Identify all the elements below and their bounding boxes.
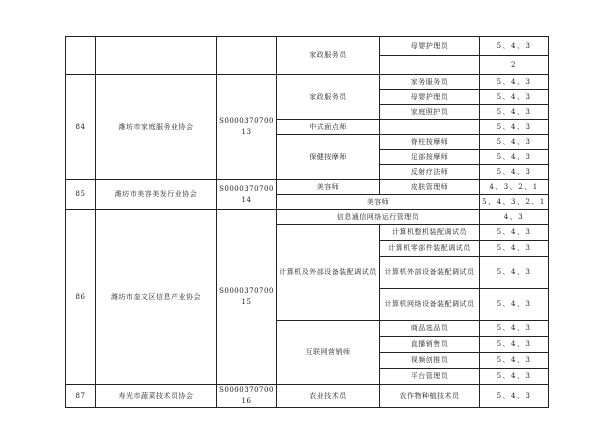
level-cell: 5、4、3 bbox=[480, 120, 549, 135]
level-cell: 5、4、3、2、1 bbox=[480, 195, 549, 210]
table-row bbox=[66, 210, 549, 225]
level-cell: 5、4、3 bbox=[480, 105, 549, 120]
work-type-cell: 平台管理员 bbox=[380, 369, 480, 385]
level-cell: 5、4、3 bbox=[480, 37, 549, 56]
seq-cell: 84 bbox=[66, 75, 96, 180]
level-cell: 5、4、3 bbox=[480, 150, 549, 165]
work-type-cell: 足部按摩师 bbox=[380, 150, 480, 165]
level-cell: 5、4、3 bbox=[480, 135, 549, 150]
occupation-cell: 家政服务员 bbox=[277, 75, 380, 120]
level-cell: 5、4、3 bbox=[480, 90, 549, 105]
occupation-cell: 保健按摩师 bbox=[277, 135, 380, 180]
work-type-cell: 反射疗法师 bbox=[380, 165, 480, 180]
work-type-cell: 家务服务员 bbox=[380, 75, 480, 90]
work-type-cell: 计算机零部件装配调试员 bbox=[380, 241, 480, 257]
work-type-cell: 农作物种植技术员 bbox=[380, 385, 480, 408]
level-cell: 4、3 bbox=[480, 210, 549, 225]
level-cell: 5、4、3 bbox=[480, 289, 549, 321]
occupation-cell: 家政服务员 bbox=[277, 37, 380, 75]
level-cell: 2 bbox=[480, 56, 549, 75]
occupation-cell: 信息通信网络运行管理员 bbox=[277, 210, 480, 225]
code-cell: S000037070016 bbox=[217, 385, 277, 408]
seq-cell: 87 bbox=[66, 385, 96, 408]
level-cell: 5、4、3 bbox=[480, 225, 549, 241]
occupation-cell: 中式面点师 bbox=[277, 120, 380, 135]
level-cell: 5、4、3 bbox=[480, 75, 549, 90]
level-cell: 5、4、3 bbox=[480, 353, 549, 369]
org-cell: 潍坊市美容美发行业协会 bbox=[96, 180, 217, 210]
level-cell: 5、4、3 bbox=[480, 337, 549, 353]
level-cell: 5、4、3 bbox=[480, 165, 549, 180]
org-cell: 潍坊市家庭服务业协会 bbox=[96, 75, 217, 180]
code-cell: S000037070014 bbox=[217, 180, 277, 210]
work-type-cell: 计算机网络设备装配调试员 bbox=[380, 289, 480, 321]
level-cell: 5、4、3 bbox=[480, 241, 549, 257]
work-type-cell: 母婴护理员 bbox=[380, 90, 480, 105]
seq-cell: 85 bbox=[66, 180, 96, 210]
work-type-cell bbox=[380, 56, 480, 75]
level-cell: 5、4、3 bbox=[480, 257, 549, 289]
work-type-cell: 皮肤管理师 bbox=[380, 180, 480, 195]
occupation-cell: 互联网营销师 bbox=[277, 321, 380, 385]
level-cell: 5、4、3 bbox=[480, 369, 549, 385]
seq-cell: 86 bbox=[66, 210, 96, 385]
work-type-cell: 脊柱按摩师 bbox=[380, 135, 480, 150]
work-type-cell: 商品选品员 bbox=[380, 321, 480, 337]
work-type-cell: 视频创推员 bbox=[380, 353, 480, 369]
certification-table bbox=[65, 36, 549, 408]
table-row bbox=[66, 37, 549, 56]
code-cell bbox=[217, 37, 277, 75]
work-type-cell: 直播销售员 bbox=[380, 337, 480, 353]
table-row bbox=[66, 180, 549, 195]
level-cell: 5、4、3 bbox=[480, 321, 549, 337]
occupation-cell: 美容师 bbox=[277, 195, 480, 210]
work-type-cell: 计算机外部设备装配调试员 bbox=[380, 257, 480, 289]
occupation-cell: 农业技术员 bbox=[277, 385, 380, 408]
work-type-cell bbox=[380, 120, 480, 135]
level-cell: 4、3、2、1 bbox=[480, 180, 549, 195]
code-cell: S000037070013 bbox=[217, 75, 277, 180]
seq-cell bbox=[66, 37, 96, 75]
work-type-cell: 计算机整机装配调试员 bbox=[380, 225, 480, 241]
work-type-cell: 家庭照护员 bbox=[380, 105, 480, 120]
work-type-cell: 母婴护理员 bbox=[380, 37, 480, 56]
org-cell: 潍坊市奎文区信息产业协会 bbox=[96, 210, 217, 385]
org-cell: 寿光市蔬菜技术员协会 bbox=[96, 385, 217, 408]
code-cell: S000037070015 bbox=[217, 210, 277, 385]
table-row bbox=[66, 75, 549, 90]
table-row bbox=[66, 385, 549, 408]
org-cell bbox=[96, 37, 217, 75]
level-cell: 5、4、3 bbox=[480, 385, 549, 408]
occupation-cell: 美容师 bbox=[277, 180, 380, 195]
occupation-cell: 计算机及外部设备装配调试员 bbox=[277, 225, 380, 321]
